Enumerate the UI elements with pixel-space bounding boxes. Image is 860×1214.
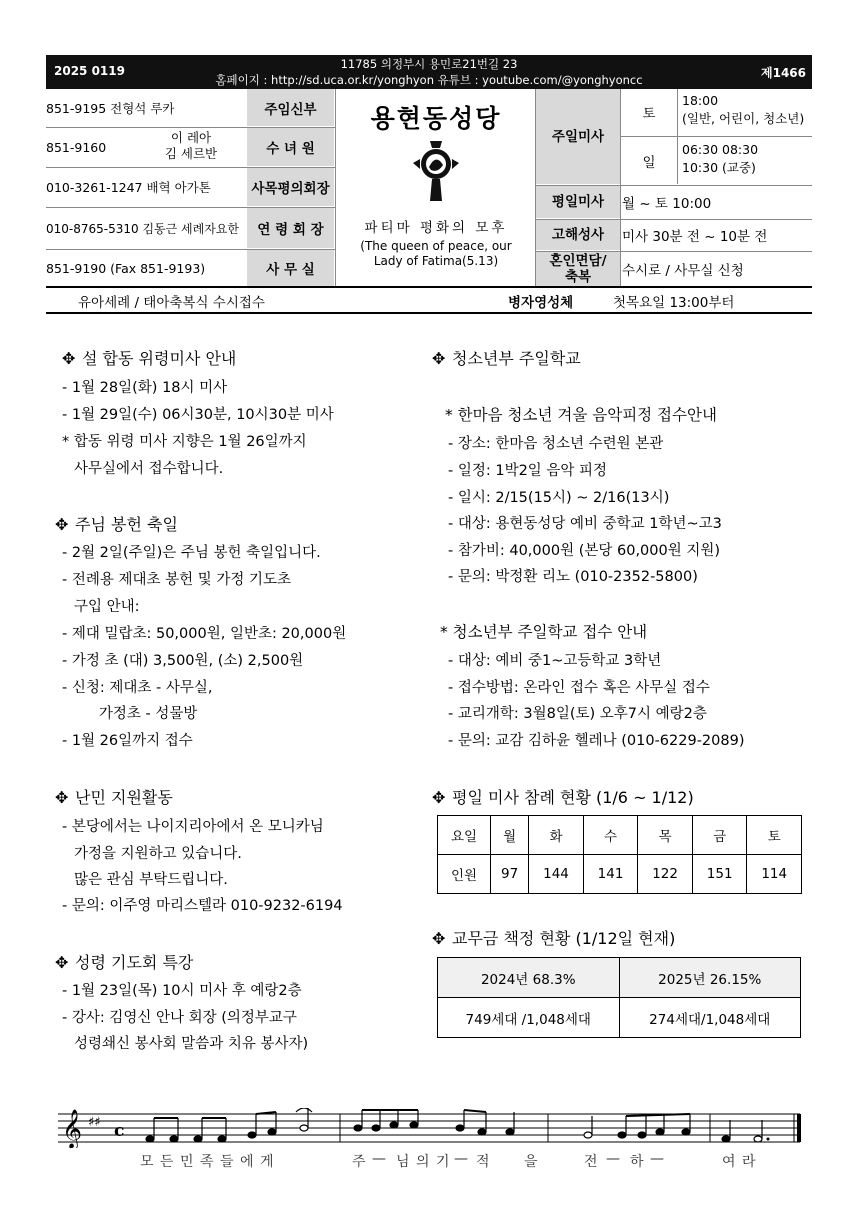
cross-bullet-icon: ✥ bbox=[55, 515, 69, 534]
table-cell: 화 bbox=[529, 816, 584, 855]
presentation-line-1: - 2월 2일(주일)은 주님 봉헌 축일입니다. bbox=[62, 545, 321, 561]
church-address-block bbox=[46, 56, 812, 88]
table-cell: 122 bbox=[638, 855, 693, 894]
lyric-syllable: 에 bbox=[240, 1154, 254, 1170]
marriage-label-2: 축복 bbox=[564, 269, 592, 285]
fund-status-table bbox=[437, 957, 801, 1038]
sick-communion-value: 첫목요일 13:00부터 bbox=[613, 295, 735, 311]
camp-line-2: - 일정: 1박2일 음악 피정 bbox=[448, 463, 608, 479]
table-cell: 요일 bbox=[438, 816, 491, 855]
presentation-line-6: - 신청: 제대초 - 사무실, bbox=[62, 680, 213, 696]
fund-title: 교무금 책정 현황 (1/12일 현재) bbox=[452, 929, 676, 948]
presentation-line-8: - 1월 26일까지 접수 bbox=[62, 733, 193, 749]
svg-text:♯♯: ♯♯ bbox=[88, 1115, 101, 1130]
table-cell: 749세대 /1,048세대 bbox=[438, 998, 620, 1038]
presentation-line-5: - 가정 초 (대) 3,500원, (소) 2,500원 bbox=[62, 653, 304, 669]
camp-line-3: - 일시: 2/15(15시) ~ 2/16(13시) bbox=[448, 490, 670, 506]
lyric-syllable: 족 bbox=[200, 1154, 214, 1170]
camp-line-5: - 참가비: 40,000원 (본당 60,000원 지원) bbox=[448, 543, 721, 559]
saturday-note: (일반, 어린이, 청소년) bbox=[682, 111, 805, 126]
section-title-mass-attendance bbox=[432, 785, 694, 808]
sunday-time: 06:30 08:30 bbox=[682, 142, 759, 157]
cross-bullet-icon: ✥ bbox=[55, 788, 69, 807]
table-cell: 97 bbox=[491, 855, 529, 894]
table-cell: 금 bbox=[692, 816, 747, 855]
contact-convent bbox=[46, 128, 246, 166]
lyric-syllable: 들 bbox=[220, 1154, 234, 1170]
prayer-title: 성령 기도회 특강 bbox=[75, 953, 194, 972]
marriage-label bbox=[536, 252, 620, 286]
school-line-3: - 교리개학: 3월8일(토) 오후7시 예랑2층 bbox=[448, 706, 707, 722]
camp-line-1: - 장소: 한마음 청소년 수련원 본관 bbox=[448, 436, 664, 452]
sunday-label: 일 bbox=[642, 154, 656, 171]
sunday-mass-label: 주일미사 bbox=[536, 89, 620, 184]
table-cell: 114 bbox=[747, 855, 802, 894]
section-title-prayer bbox=[55, 950, 193, 973]
table-cell: 토 bbox=[747, 816, 802, 855]
cross-bullet-icon: ✥ bbox=[432, 929, 446, 948]
church-patron-english bbox=[336, 239, 536, 269]
info-bar bbox=[46, 286, 812, 314]
school-line-1: - 대상: 예비 중1~고등학교 3학년 bbox=[448, 653, 662, 669]
table-cell: 목 bbox=[638, 816, 693, 855]
section-title-memorial-mass bbox=[62, 346, 236, 369]
school-title: * 청소년부 주일학교 접수 안내 bbox=[440, 623, 648, 641]
section-title-fund bbox=[432, 926, 675, 949]
english-line-1: (The queen of peace, our bbox=[360, 239, 512, 253]
memorial-line-2: - 1월 29일(수) 06시30분, 10시30분 미사 bbox=[62, 407, 334, 423]
hymn-lyrics bbox=[140, 1151, 780, 1171]
saturday-label: 토 bbox=[642, 106, 656, 122]
confession-value: 미사 30분 전 ~ 10분 전 bbox=[622, 229, 768, 245]
lyric-syllable: 주 bbox=[352, 1154, 366, 1170]
convent-names bbox=[141, 130, 241, 162]
weekday-mass-label: 평일미사 bbox=[536, 186, 620, 218]
section-title-youth bbox=[432, 346, 581, 369]
lyric-syllable: 하 bbox=[630, 1154, 644, 1170]
lyric-syllable: — bbox=[606, 1151, 620, 1167]
role-funeral: 연 령 회 장 bbox=[247, 208, 334, 248]
role-council: 사목평의회장 bbox=[247, 168, 334, 206]
contact-funeral: 010-8765-5310 김동근 세례자요한 bbox=[46, 221, 240, 236]
baptism-info: 유아세례 / 태아축복식 수시접수 bbox=[78, 295, 265, 311]
memorial-line-3: * 합동 위령 미사 지향은 1월 26일까지 bbox=[62, 434, 307, 450]
mass-attendance-table bbox=[437, 815, 802, 894]
lyric-syllable: 여 bbox=[722, 1154, 736, 1170]
marriage-label-1: 혼인면담/ bbox=[549, 253, 607, 269]
header-bar bbox=[46, 55, 812, 89]
prayer-line-3: 성령쇄신 봉사회 말씀과 치유 봉사자) bbox=[74, 1036, 309, 1052]
sunday-times bbox=[682, 141, 758, 177]
lyric-syllable: — bbox=[650, 1151, 664, 1167]
camp-line-6: - 문의: 박정환 리노 (010-2352-5800) bbox=[448, 569, 698, 585]
table-cell: 274세대/1,048세대 bbox=[619, 998, 801, 1038]
lyric-syllable: 든 bbox=[160, 1154, 174, 1170]
camp-title: * 한마음 청소년 겨울 음악피정 접수안내 bbox=[445, 406, 717, 424]
table-cell: 인원 bbox=[438, 855, 491, 894]
role-office: 사 무 실 bbox=[247, 250, 334, 286]
cross-bullet-icon: ✥ bbox=[432, 788, 446, 807]
issue-number: 제1466 bbox=[761, 66, 806, 80]
cross-bullet-icon: ✥ bbox=[432, 349, 446, 368]
presentation-line-3: 구입 안내: bbox=[74, 599, 140, 615]
memorial-line-1: - 1월 28일(화) 18시 미사 bbox=[62, 380, 228, 396]
role-priest: 주임신부 bbox=[247, 89, 334, 126]
marriage-value: 수시로 / 사무실 신청 bbox=[622, 263, 744, 279]
youth-title: 청소년부 주일학교 bbox=[452, 349, 581, 368]
memorial-line-4: 사무실에서 접수합니다. bbox=[74, 461, 224, 477]
convent-name-2: 김 세르반 bbox=[164, 146, 218, 161]
table-cell: 월 bbox=[491, 816, 529, 855]
weekday-mass-value: 월 ~ 토 10:00 bbox=[622, 196, 712, 212]
prayer-line-2: - 강사: 김영신 안나 회장 (의정부교구 bbox=[62, 1010, 297, 1026]
table-cell: 2025년 26.15% bbox=[619, 958, 801, 998]
church-title-block bbox=[336, 89, 536, 285]
svg-text:𝄞: 𝄞 bbox=[62, 1109, 83, 1148]
table-row bbox=[438, 958, 801, 998]
refugee-line-4: - 문의: 이주영 마리스텔라 010-9232-6194 bbox=[62, 898, 343, 914]
saturday-time: 18:00 bbox=[682, 93, 719, 108]
table-cell: 수 bbox=[583, 816, 638, 855]
refugee-line-1: - 본당에서는 나이지리아에서 온 모니카님 bbox=[62, 819, 324, 835]
lyric-syllable: 기 bbox=[436, 1154, 450, 1170]
prayer-line-1: - 1월 23일(목) 10시 미사 후 예랑2층 bbox=[62, 983, 302, 999]
table-cell: 2024년 68.3% bbox=[438, 958, 620, 998]
contact-office: 851-9190 (Fax 851-9193) bbox=[46, 260, 206, 276]
saturday-times bbox=[682, 92, 804, 128]
refugee-line-2: 가정을 지원하고 있습니다. bbox=[74, 846, 242, 862]
confession-label: 고해성사 bbox=[536, 220, 620, 250]
lyric-syllable: 게 bbox=[260, 1154, 274, 1170]
lyric-syllable: — bbox=[372, 1151, 386, 1167]
lyric-syllable: 님 bbox=[396, 1154, 410, 1170]
school-line-2: - 접수방법: 온라인 접수 혹은 사무실 접수 bbox=[448, 680, 710, 696]
presentation-line-7: 가정초 - 성물방 bbox=[62, 706, 198, 722]
convent-phone: 851-9160 bbox=[46, 139, 107, 155]
church-address: 11785 의정부시 용민로21번길 23 bbox=[340, 57, 518, 71]
memorial-mass-title: 설 합동 위령미사 안내 bbox=[82, 349, 237, 368]
lyric-syllable: 적 bbox=[476, 1154, 490, 1170]
lyric-syllable: — bbox=[454, 1151, 468, 1167]
lyric-syllable: 을 bbox=[524, 1154, 538, 1170]
presentation-title: 주님 봉헌 축일 bbox=[75, 515, 178, 534]
lyric-syllable: 민 bbox=[180, 1154, 194, 1170]
web-links: 홈페이지 : http://sd.uca.or.kr/yonghyon 유튜브 : youtube.com/@yonghyoncc bbox=[215, 73, 643, 87]
section-title-presentation bbox=[55, 512, 178, 535]
convent-name-1: 이 레아 bbox=[170, 130, 212, 145]
bulletin-date: 2025 0119 bbox=[54, 64, 125, 78]
lyric-syllable: 라 bbox=[742, 1154, 756, 1170]
table-row bbox=[438, 998, 801, 1038]
sunday-note: 10:30 (교중) bbox=[682, 160, 756, 175]
cross-bullet-icon: ✥ bbox=[55, 953, 69, 972]
church-patron: 파티마 평화의 모후 bbox=[364, 220, 508, 236]
church-name: 용현동성당 bbox=[370, 104, 502, 133]
english-line-2: Lady of Fatima(5.13) bbox=[373, 254, 499, 268]
table-row bbox=[438, 816, 802, 855]
refugee-line-3: 많은 관심 부탁드립니다. bbox=[74, 872, 228, 888]
lyric-syllable: 의 bbox=[416, 1154, 430, 1170]
contact-council: 010-3261-1247 배혁 아가톤 bbox=[46, 180, 211, 195]
contact-priest: 851-9195 전형석 루카 bbox=[46, 100, 175, 116]
refugee-title: 난민 지원활동 bbox=[75, 788, 173, 807]
sick-communion-label: 병자영성체 bbox=[508, 295, 574, 311]
lyric-syllable: 모 bbox=[140, 1154, 154, 1170]
music-staff-icon bbox=[58, 1108, 806, 1148]
cross-bullet-icon: ✥ bbox=[62, 349, 76, 368]
presentation-line-2: - 전례용 제대초 봉헌 및 가정 기도초 bbox=[62, 572, 291, 588]
mass-attendance-title: 평일 미사 참례 현황 (1/6 ~ 1/12) bbox=[452, 788, 694, 807]
table-cell: 144 bbox=[529, 855, 584, 894]
role-convent: 수 녀 원 bbox=[247, 128, 334, 166]
table-row bbox=[438, 855, 802, 894]
school-line-4: - 문의: 교감 김하윤 헬레나 (010-6229-2089) bbox=[448, 733, 745, 749]
svg-text:c: c bbox=[114, 1121, 125, 1141]
presentation-line-4: - 제대 밀랍초: 50,000원, 일반초: 20,000원 bbox=[62, 626, 347, 642]
lyric-syllable: 전 bbox=[584, 1154, 598, 1170]
table-cell: 141 bbox=[583, 855, 638, 894]
section-title-refugee bbox=[55, 785, 173, 808]
church-emblem-icon bbox=[411, 139, 461, 205]
church-info-header bbox=[46, 89, 812, 289]
camp-line-4: - 대상: 용현동성당 예비 중학교 1학년~고3 bbox=[448, 516, 722, 532]
table-cell: 151 bbox=[692, 855, 747, 894]
